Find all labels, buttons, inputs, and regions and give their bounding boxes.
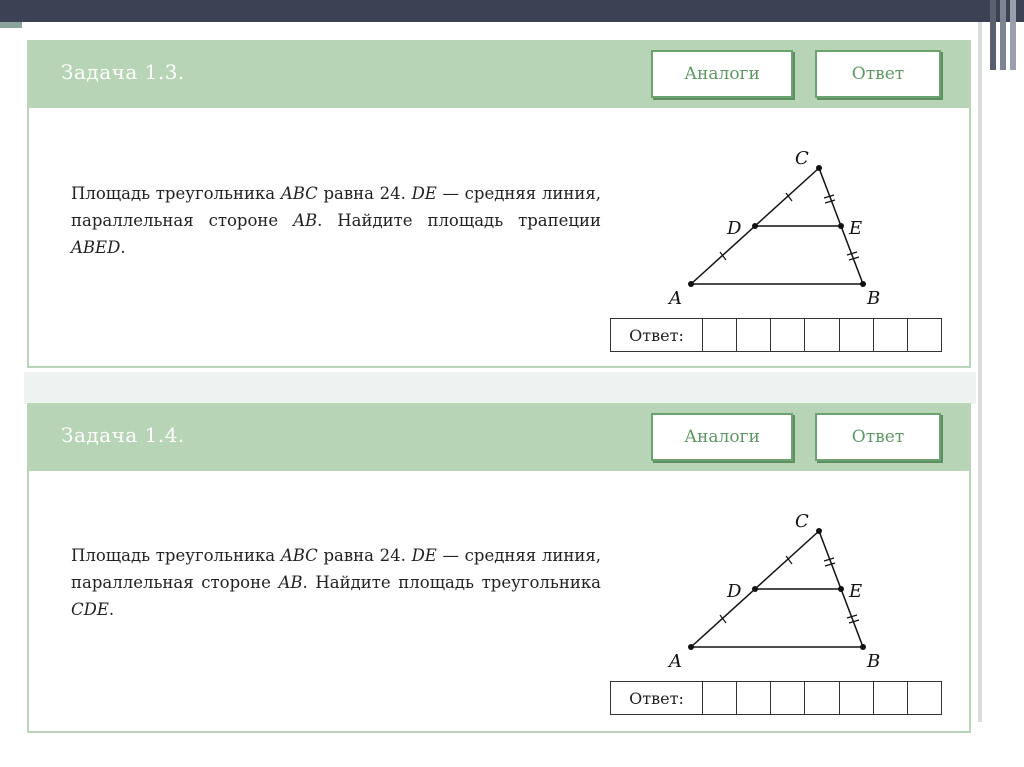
text-part: — средняя линия, параллельная стороне xyxy=(71,184,602,230)
corner-decoration xyxy=(990,0,1024,70)
point-b xyxy=(860,281,866,287)
point-c xyxy=(816,165,822,171)
answer-cell[interactable] xyxy=(874,682,908,714)
text-part: Площадь треугольника xyxy=(71,546,281,565)
label-e: E xyxy=(849,218,863,239)
answer-button[interactable]: Ответ xyxy=(815,413,941,461)
label-d: D xyxy=(727,581,742,602)
answer-cell[interactable] xyxy=(737,319,771,351)
answer-cell[interactable] xyxy=(703,319,737,351)
answer-button[interactable]: Ответ xyxy=(815,50,941,98)
task-card-1-4 xyxy=(27,403,971,733)
label-c: C xyxy=(795,511,809,532)
task-header xyxy=(29,42,969,108)
point-e xyxy=(838,223,844,229)
tick-ce-2 xyxy=(825,200,835,203)
task-title: Задача 1.3. xyxy=(61,60,185,84)
answer-cell[interactable] xyxy=(771,319,805,351)
answer-cell[interactable] xyxy=(771,682,805,714)
text-part: — средняя линия, параллельная стороне xyxy=(71,546,602,592)
answer-field xyxy=(610,681,942,715)
analogs-button[interactable]: Аналоги xyxy=(651,413,793,461)
task-header xyxy=(29,405,969,471)
label-e: E xyxy=(849,581,863,602)
point-c xyxy=(816,528,822,534)
answer-field-label: Ответ: xyxy=(611,319,703,351)
math-ab: AB xyxy=(293,211,318,230)
text-part: Площадь треугольника xyxy=(71,184,281,203)
tick-ce-2 xyxy=(825,563,835,566)
math-abed: ABED xyxy=(71,238,121,257)
math-de: DE xyxy=(411,184,437,203)
label-b: B xyxy=(867,288,881,309)
math-abc: ABC xyxy=(280,546,318,565)
math-abc: ABC xyxy=(280,184,318,203)
top-bar-accent xyxy=(0,22,22,28)
answer-field-label: Ответ: xyxy=(611,682,703,714)
point-d xyxy=(752,586,758,592)
point-a xyxy=(688,644,694,650)
separator-band xyxy=(24,372,976,404)
answer-cell[interactable] xyxy=(908,682,941,714)
math-de: DE xyxy=(411,546,437,565)
math-cde: CDE xyxy=(71,600,109,619)
point-d xyxy=(752,223,758,229)
triangle-figure xyxy=(659,142,939,322)
task-card-1-3 xyxy=(27,40,971,368)
text-part: . Найдите площадь трапеции xyxy=(317,211,601,230)
slide-edge xyxy=(978,22,982,722)
answer-cell[interactable] xyxy=(840,682,874,714)
answer-cell[interactable] xyxy=(805,319,839,351)
answer-cell[interactable] xyxy=(703,682,737,714)
label-a: A xyxy=(669,651,682,672)
answer-cell[interactable] xyxy=(908,319,941,351)
label-b: B xyxy=(867,651,881,672)
analogs-button[interactable]: Аналоги xyxy=(651,50,793,98)
text-part: равна 24. xyxy=(317,184,412,203)
answer-field xyxy=(610,318,942,352)
answer-cell[interactable] xyxy=(874,319,908,351)
text-part: . Найдите площадь треугольника xyxy=(302,573,601,592)
text-part: . xyxy=(108,600,115,619)
triangle-figure xyxy=(659,505,939,685)
task-title: Задача 1.4. xyxy=(61,423,185,447)
text-part: равна 24. xyxy=(317,546,412,565)
text-part: . xyxy=(120,238,126,257)
top-bar xyxy=(0,0,1024,22)
point-b xyxy=(860,644,866,650)
task-statement xyxy=(71,180,601,261)
label-d: D xyxy=(727,218,742,239)
math-ab: AB xyxy=(278,573,303,592)
answer-cell[interactable] xyxy=(805,682,839,714)
answer-cell[interactable] xyxy=(840,319,874,351)
answer-cell[interactable] xyxy=(737,682,771,714)
label-c: C xyxy=(795,148,809,169)
label-a: A xyxy=(669,288,682,309)
task-statement xyxy=(71,542,601,623)
point-a xyxy=(688,281,694,287)
point-e xyxy=(838,586,844,592)
